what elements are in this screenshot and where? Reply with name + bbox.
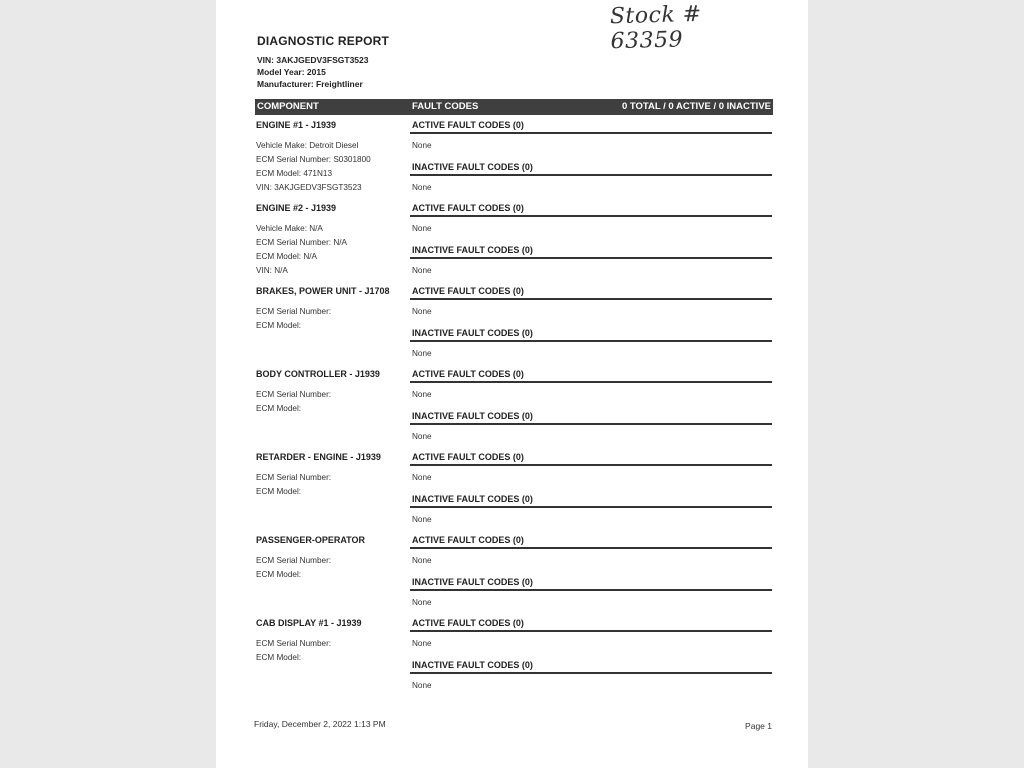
inactive-fault-codes-heading: INACTIVE FAULT CODES (0)	[412, 328, 533, 338]
inactive-fault-codes-value: None	[412, 183, 432, 192]
component-section	[255, 452, 773, 535]
component-detail: ECM Model:	[256, 570, 302, 579]
component-detail: ECM Model:	[256, 321, 302, 330]
inactive-fault-codes-heading: INACTIVE FAULT CODES (0)	[412, 245, 533, 255]
fault-codes-column-header: FAULT CODES	[412, 101, 479, 112]
inactive-fault-codes-heading: INACTIVE FAULT CODES (0)	[412, 660, 533, 670]
component-section	[255, 203, 773, 286]
component-detail: ECM Serial Number: S0301800	[256, 155, 371, 164]
vin-line: VIN: 3AKJGEDV3FSGT3523	[257, 55, 369, 65]
inactive-fault-codes-value: None	[412, 598, 432, 607]
active-fault-codes-heading: ACTIVE FAULT CODES (0)	[412, 120, 524, 130]
component-detail: ECM Serial Number: N/A	[256, 238, 347, 247]
active-divider	[410, 464, 772, 466]
component-detail: VIN: N/A	[256, 266, 288, 275]
component-column-header: COMPONENT	[257, 101, 319, 112]
active-divider	[410, 132, 772, 134]
inactive-fault-codes-heading: INACTIVE FAULT CODES (0)	[412, 162, 533, 172]
component-detail: Vehicle Make: N/A	[256, 224, 323, 233]
active-fault-codes-heading: ACTIVE FAULT CODES (0)	[412, 203, 524, 213]
component-title: BODY CONTROLLER - J1939	[256, 369, 380, 379]
component-detail: ECM Model:	[256, 404, 302, 413]
inactive-fault-codes-heading: INACTIVE FAULT CODES (0)	[412, 577, 533, 587]
inactive-fault-codes-value: None	[412, 432, 432, 441]
inactive-divider	[410, 340, 772, 342]
active-fault-codes-heading: ACTIVE FAULT CODES (0)	[412, 286, 524, 296]
inactive-divider	[410, 506, 772, 508]
component-title: RETARDER - ENGINE - J1939	[256, 452, 381, 462]
report-title: DIAGNOSTIC REPORT	[257, 34, 390, 48]
inactive-divider	[410, 423, 772, 425]
active-fault-codes-value: None	[412, 307, 432, 316]
component-detail: ECM Serial Number:	[256, 390, 332, 399]
component-title: CAB DISPLAY #1 - J1939	[256, 618, 362, 628]
component-detail: ECM Model:	[256, 487, 302, 496]
inactive-divider	[410, 174, 772, 176]
inactive-divider	[410, 589, 772, 591]
component-section	[255, 369, 773, 452]
inactive-fault-codes-value: None	[412, 515, 432, 524]
component-title: PASSENGER-OPERATOR	[256, 535, 366, 545]
inactive-fault-codes-value: None	[412, 266, 432, 275]
table-header	[255, 99, 773, 115]
inactive-fault-codes-heading: INACTIVE FAULT CODES (0)	[412, 494, 533, 504]
component-detail: ECM Serial Number:	[256, 307, 332, 316]
manufacturer-line: Manufacturer: Freightliner	[257, 79, 363, 89]
active-fault-codes-value: None	[412, 639, 432, 648]
active-fault-codes-value: None	[412, 390, 432, 399]
handwritten-stock-note: Stock # 63359	[609, 1, 702, 55]
component-title: ENGINE #2 - J1939	[256, 203, 337, 213]
inactive-fault-codes-value: None	[412, 681, 432, 690]
component-detail: ECM Model:	[256, 653, 302, 662]
component-detail: ECM Serial Number:	[256, 473, 332, 482]
model-year-line: Model Year: 2015	[257, 67, 326, 77]
component-section	[255, 618, 773, 701]
active-divider	[410, 630, 772, 632]
component-detail: Vehicle Make: Detroit Diesel	[256, 141, 359, 150]
component-detail: ECM Serial Number:	[256, 639, 332, 648]
component-section	[255, 120, 773, 203]
inactive-fault-codes-value: None	[412, 349, 432, 358]
active-fault-codes-value: None	[412, 473, 432, 482]
active-fault-codes-heading: ACTIVE FAULT CODES (0)	[412, 618, 524, 628]
active-divider	[410, 298, 772, 300]
footer-page-number: Page 1	[745, 721, 772, 731]
inactive-fault-codes-heading: INACTIVE FAULT CODES (0)	[412, 411, 533, 421]
component-detail: VIN: 3AKJGEDV3FSGT3523	[256, 183, 362, 192]
inactive-divider	[410, 257, 772, 259]
active-divider	[410, 215, 772, 217]
active-divider	[410, 547, 772, 549]
active-fault-codes-heading: ACTIVE FAULT CODES (0)	[412, 535, 524, 545]
inactive-divider	[410, 672, 772, 674]
active-fault-codes-value: None	[412, 556, 432, 565]
component-detail: ECM Serial Number:	[256, 556, 332, 565]
active-fault-codes-value: None	[412, 224, 432, 233]
component-detail: ECM Model: 471N13	[256, 169, 332, 178]
active-fault-codes-heading: ACTIVE FAULT CODES (0)	[412, 452, 524, 462]
component-title: ENGINE #1 - J1939	[256, 120, 337, 130]
fault-summary: 0 TOTAL / 0 ACTIVE / 0 INACTIVE	[621, 101, 771, 112]
component-detail: ECM Model: N/A	[256, 252, 317, 261]
report-page	[216, 0, 808, 768]
component-section	[255, 286, 773, 369]
active-fault-codes-value: None	[412, 141, 432, 150]
active-fault-codes-heading: ACTIVE FAULT CODES (0)	[412, 369, 524, 379]
component-section	[255, 535, 773, 618]
footer-date: Friday, December 2, 2022 1:13 PM	[254, 719, 386, 729]
active-divider	[410, 381, 772, 383]
component-title: BRAKES, POWER UNIT - J1708	[256, 286, 390, 296]
